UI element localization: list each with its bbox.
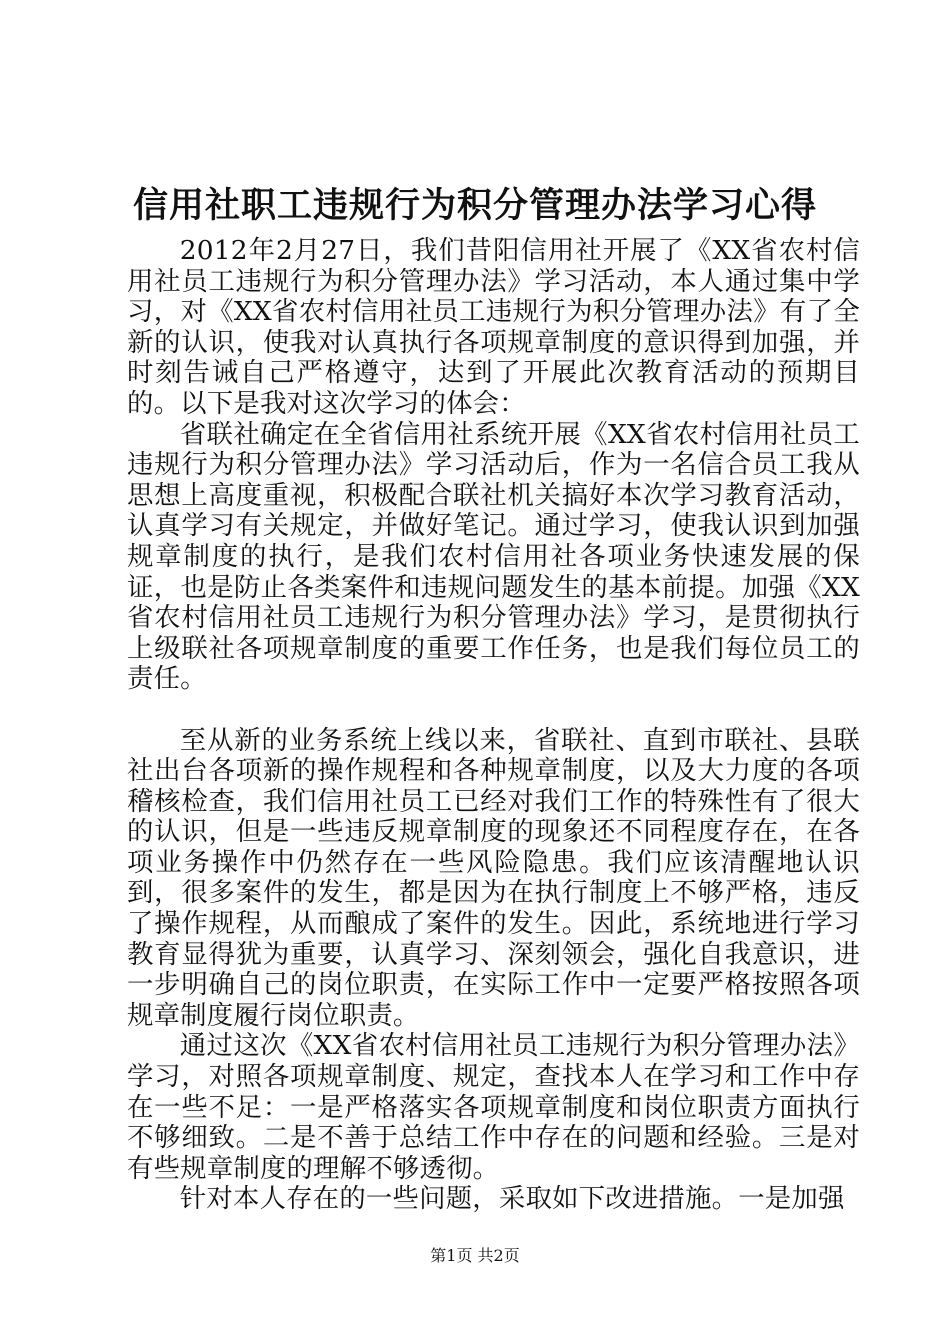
paragraph-5: 针对本人存在的一些问题，采取如下改进措施。一是加强 — [179, 1183, 845, 1215]
page-number-footer: 第1页 共2页 — [430, 1246, 520, 1265]
paragraph-4: 通过这次《XX省农村信用社员工违规行为积分管理办法》学习，对照各项规章制度、规定，查找本人在学习和工作中存在一些不足：一是严格落实各项规章制度和岗位职责方面执行不够细致。二是不善于总结工作中存在的问题和经验。三是对有些规章制度的理解不够透彻。 — [127, 1030, 860, 1184]
paragraph-3: 至从新的业务系统上线以来，省联社、直到市联社、县联社出台各项新的操作规程和各种规章制度，以及大力度的各项稽核检查，我们信用社员工已经对我们工作的特殊性有了很大的认识，但是一些违反规章制度的现象还不同程度存在，在各项业务操作中仍然存在一些风险隐患。我们应该清醒地认识到，很多案件的发生，都是因为在执行制度上不够严格，违反了操作规程，从而酿成了案件的发生。因此，系统地进行学习教育显得犹为重要，认真学习、深刻领会，强化自我意识，进一步明确自己的岗位职责，在实际工作中一定要严格按照各项规章制度履行岗位职责。 — [127, 724, 860, 1031]
paragraph-2: 省联社确定在全省信用社系统开展《XX省农村信用社员工违规行为积分管理办法》学习活动后，作为一名信合员工我从思想上高度重视，积极配合联社机关搞好本次学习教育活动，认真学习有关规定，并做好笔记。通过学习，使我认识到加强规章制度的执行，是我们农村信用社各项业务快速发展的保证，也是防止各类案件和违规问题发生的基本前提。加强《XX省农村信用社员工违规行为积分管理办法》学习，是贯彻执行上级联社各项规章制度的重要工作任务，也是我们每位员工的责任。 — [127, 418, 860, 695]
document-title: 信用社职工违规行为积分管理办法学习心得 — [132, 185, 817, 226]
paragraph-1: 2012年2月27日，我们昔阳信用社开展了《XX省农村信用社员工违规行为积分管理办法》学习活动，本人通过集中学习，对《XX省农村信用社员工违规行为积分管理办法》有了全新的认识，使我对认真执行各项规章制度的意识得到加强，并时刻告诫自己严格遵守，达到了开展此次教育活动的预期目的。以下是我对这次学习的体会： — [127, 235, 860, 419]
document-body — [127, 236, 860, 1215]
